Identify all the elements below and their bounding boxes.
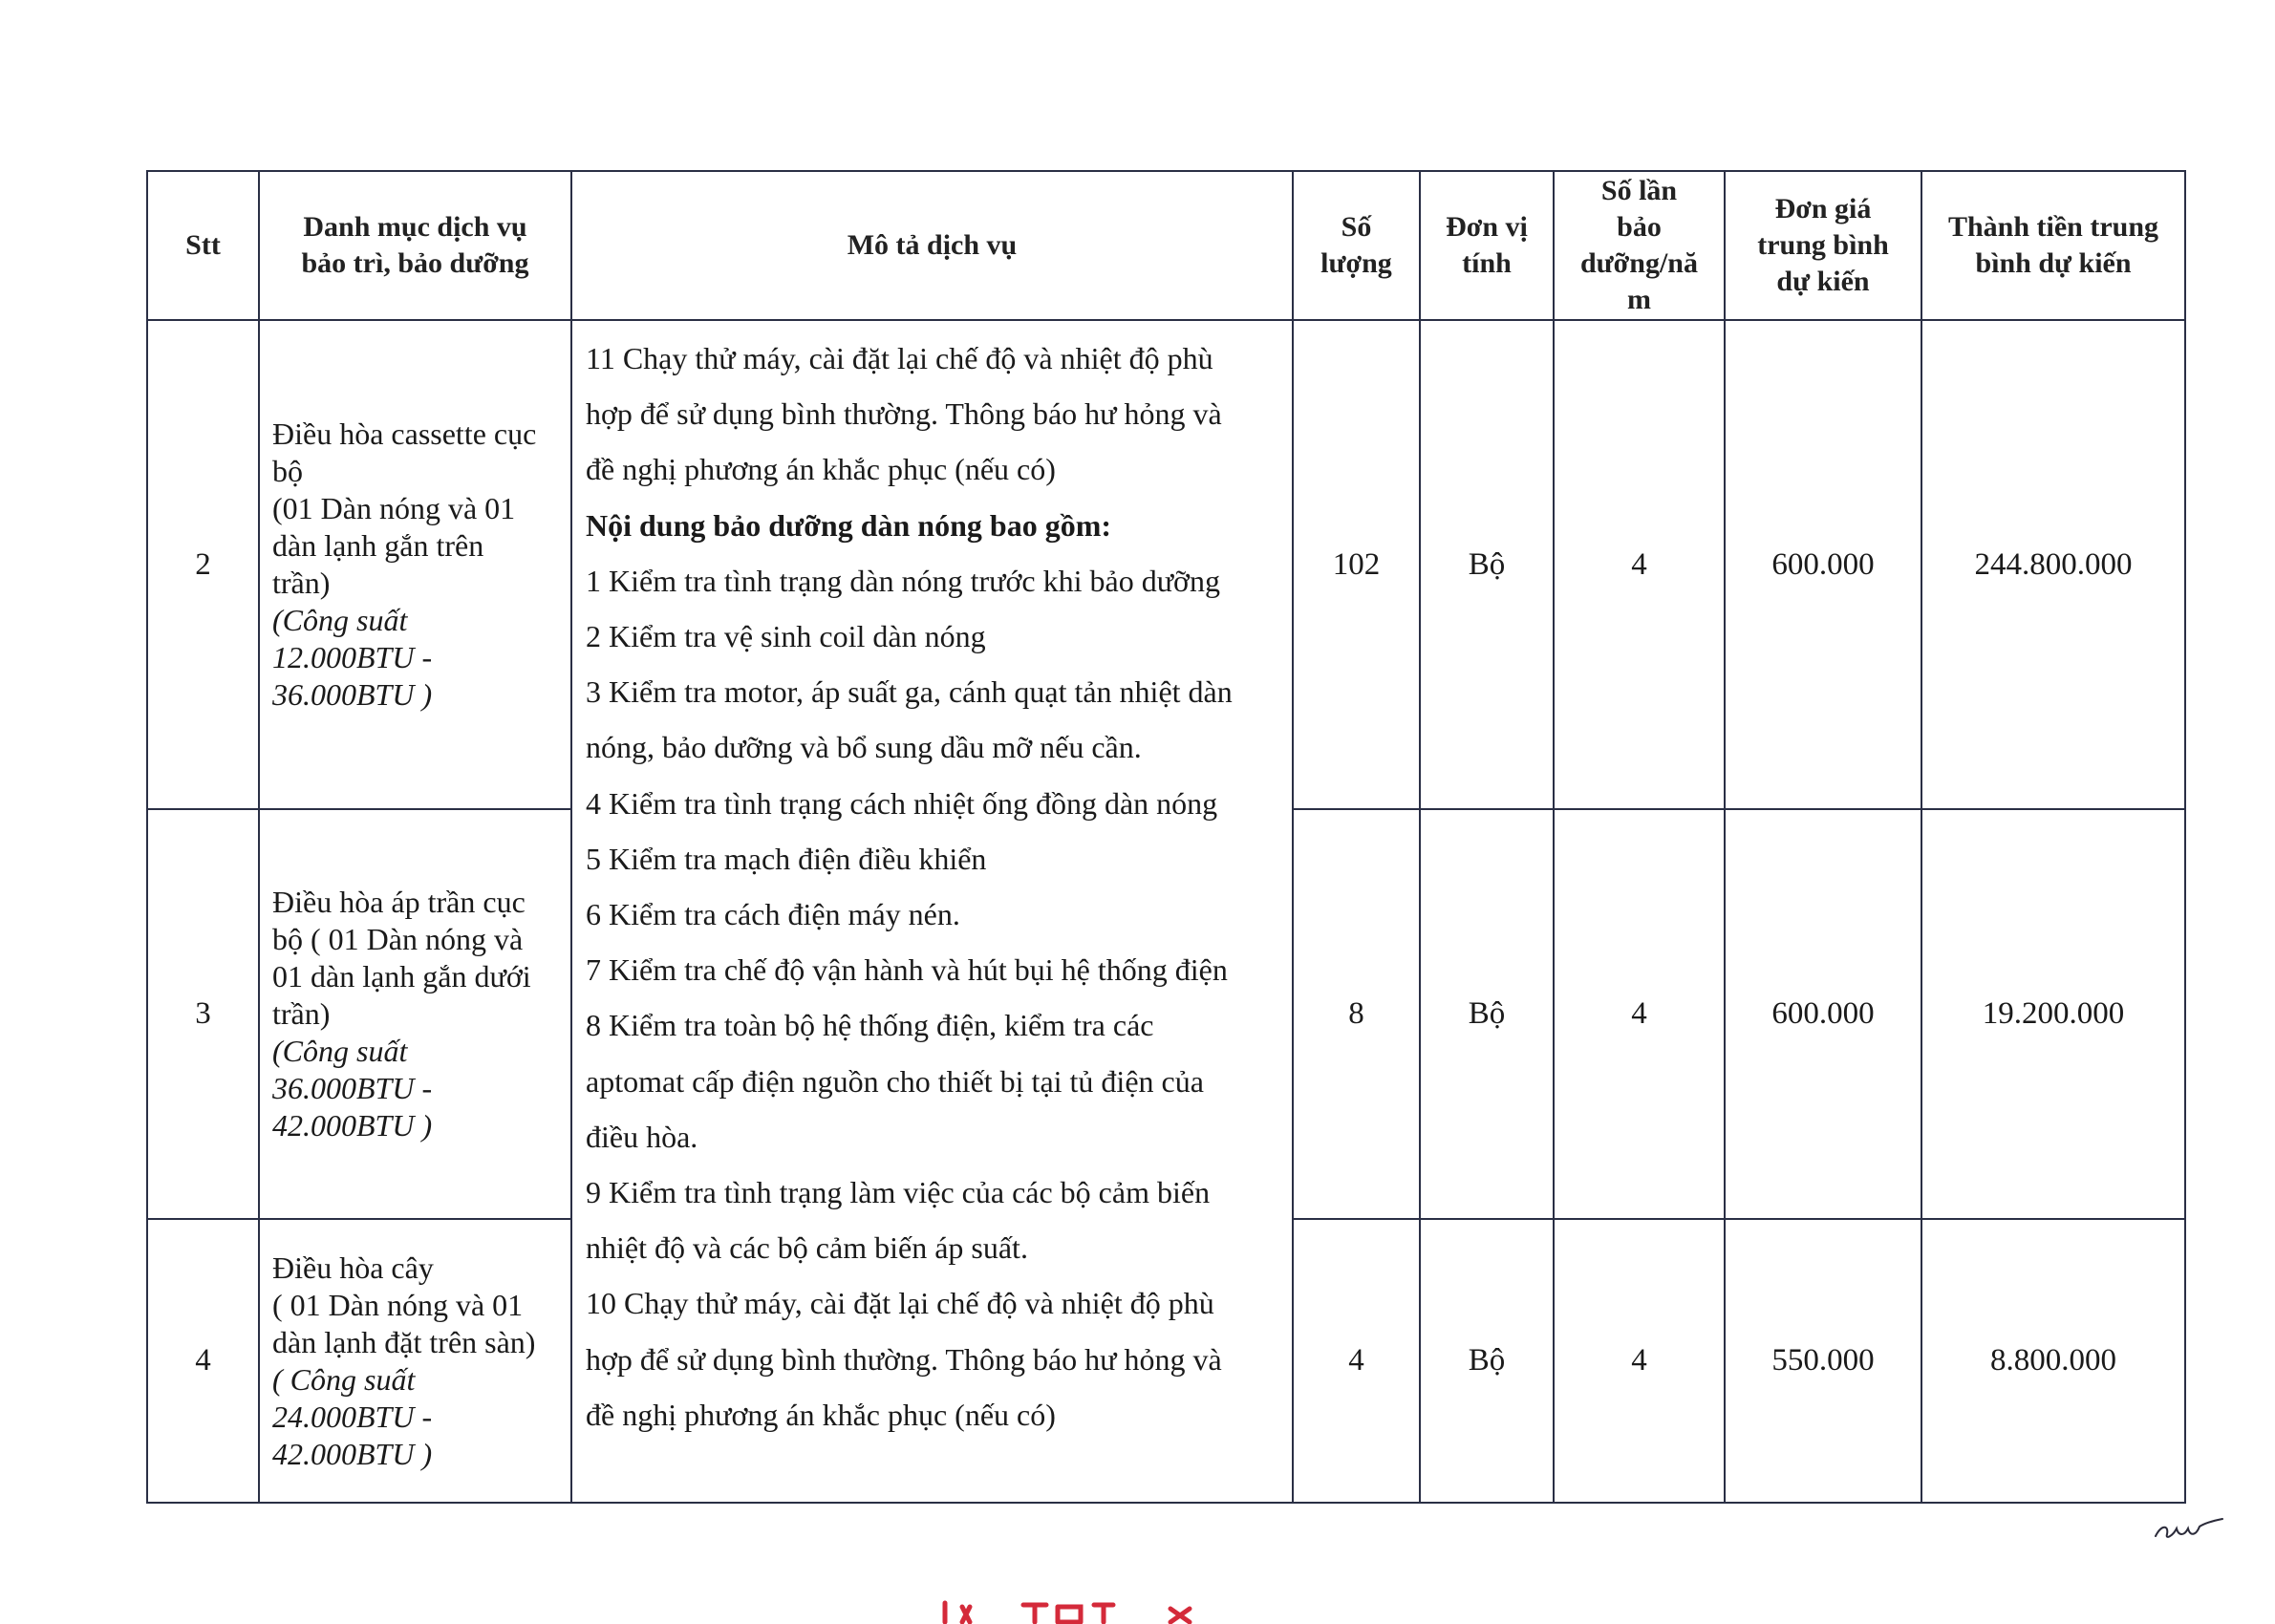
row-stt: 2	[147, 320, 259, 809]
description-line: aptomat cấp điện nguồn cho thiết bị tại tủ điện của	[586, 1063, 1204, 1099]
header-times	[1554, 171, 1725, 320]
row-times: 4	[1554, 809, 1725, 1219]
header-total-line: bình dự kiến	[1975, 247, 2132, 279]
category-line: dàn lạnh gắn trên	[272, 528, 484, 563]
row-total: 244.800.000	[1921, 320, 2185, 809]
header-description: Mô tả dịch vụ	[571, 171, 1293, 320]
category-line: bộ ( 01 Dàn nóng và	[272, 922, 524, 956]
table-row	[147, 320, 2185, 809]
header-unit-price-line: Đơn giá	[1774, 193, 1872, 224]
capacity-line: 24.000BTU -	[272, 1399, 433, 1434]
capacity-line: 42.000BTU )	[272, 1108, 433, 1143]
category-line: bộ	[272, 454, 303, 488]
row-category	[259, 320, 571, 809]
header-quantity-line: Số	[1341, 211, 1372, 243]
capacity-line: 36.000BTU -	[272, 1071, 433, 1105]
header-unit-line: tính	[1462, 247, 1512, 279]
row-unit-price: 600.000	[1725, 809, 1921, 1219]
description-line: nhiệt độ và các bộ cảm biến áp suất.	[586, 1230, 1028, 1266]
capacity-line: ( Công suất	[272, 1361, 416, 1397]
description-line: hợp để sử dụng bình thường. Thông báo hư hỏng và	[586, 1341, 1222, 1377]
header-category	[259, 171, 571, 320]
row-times: 4	[1554, 1219, 1725, 1503]
header-times-line: m	[1627, 284, 1651, 315]
category-line: Điều hòa cassette cục	[272, 417, 537, 451]
row-quantity: 4	[1293, 1219, 1420, 1503]
capacity-line: 12.000BTU -	[272, 640, 433, 674]
row-unit-price: 600.000	[1725, 320, 1921, 809]
description-line: 6 Kiểm tra cách điện máy nén.	[586, 897, 960, 932]
header-row	[147, 171, 2185, 320]
row-unit-price: 550.000	[1725, 1219, 1921, 1503]
row-stt: 3	[147, 809, 259, 1219]
header-times-line: dưỡng/nă	[1579, 247, 1698, 279]
row-category	[259, 809, 571, 1219]
row-category	[259, 1219, 571, 1503]
description-line: nóng, bảo dưỡng và bổ sung dầu mỡ nếu cần.	[586, 730, 1142, 765]
row-quantity: 8	[1293, 809, 1420, 1219]
category-line: Điều hòa áp trần cục	[272, 885, 526, 919]
description-line: 10 Chạy thử máy, cài đặt lại chế độ và nhiệt độ phù	[586, 1286, 1214, 1321]
description-line: đề nghị phương án khắc phục (nếu có)	[586, 1397, 1056, 1432]
category-line: 01 dàn lạnh gắn dưới	[272, 959, 531, 994]
header-unit-price-line: trung bình	[1757, 229, 1889, 261]
row-times: 4	[1554, 320, 1725, 809]
row-unit: Bộ	[1420, 320, 1554, 809]
header-unit-line: Đơn vị	[1446, 211, 1528, 243]
header-category-line: Danh mục dịch vụ	[303, 211, 527, 243]
initials-signature	[2150, 1507, 2226, 1546]
description-line: đề nghị phương án khắc phục (nếu có)	[586, 452, 1056, 487]
row-stt: 4	[147, 1219, 259, 1503]
description-line: 4 Kiểm tra tình trạng cách nhiệt ống đồng dàn nóng	[586, 785, 1218, 821]
header-total	[1921, 171, 2185, 320]
capacity-line: (Công suất	[272, 603, 408, 637]
row-unit: Bộ	[1420, 809, 1554, 1219]
description-heading: Nội dung bảo dưỡng dàn nóng bao gồm:	[586, 507, 1111, 543]
category-line: Điều hòa cây	[272, 1250, 434, 1285]
header-times-line: Số lần	[1600, 175, 1678, 206]
row-total: 19.200.000	[1921, 809, 2185, 1219]
row-quantity: 102	[1293, 320, 1420, 809]
header-quantity-line: lượng	[1320, 247, 1392, 279]
description-line: 5 Kiểm tra mạch điện điều khiển	[586, 841, 987, 876]
category-line: trần)	[272, 996, 331, 1031]
description-line: 9 Kiểm tra tình trạng làm việc của các bộ cảm biến	[586, 1175, 1211, 1210]
service-table	[146, 170, 2186, 1504]
capacity-line: 42.000BTU )	[272, 1436, 433, 1471]
row-unit: Bộ	[1420, 1219, 1554, 1503]
description-line: 11 Chạy thử máy, cài đặt lại chế độ và nhiệt độ phù	[586, 341, 1213, 375]
category-line: ( 01 Dàn nóng và 01	[272, 1287, 524, 1322]
capacity-line: 36.000BTU )	[272, 677, 433, 712]
description-line: điều hòa.	[586, 1119, 698, 1154]
description-line: 1 Kiểm tra tình trạng dàn nóng trước khi bảo dưỡng	[586, 563, 1220, 598]
header-unit-price	[1725, 171, 1921, 320]
description-line: 3 Kiểm tra motor, áp suất ga, cánh quạt tản nhiệt dàn	[586, 674, 1233, 710]
header-category-line: bảo trì, bảo dưỡng	[301, 247, 529, 279]
header-total-line: Thành tiền trung	[1947, 211, 2159, 243]
description-line: 2 Kiểm tra vệ sinh coil dàn nóng	[586, 619, 986, 654]
category-line: trần)	[272, 566, 331, 600]
red-stamp-fragment	[941, 1597, 1237, 1624]
description-line: 8 Kiểm tra toàn bộ hệ thống điện, kiểm tra các	[586, 1008, 1154, 1043]
category-line: dàn lạnh đặt trên sàn)	[272, 1324, 536, 1359]
description-line: 7 Kiểm tra chế độ vận hành và hút bụi hệ thống điện	[586, 952, 1228, 988]
header-stt: Stt	[147, 171, 259, 320]
row-total: 8.800.000	[1921, 1219, 2185, 1503]
description-line: hợp để sử dụng bình thường. Thông báo hư hỏng và	[586, 396, 1222, 432]
header-unit-price-line: dự kiến	[1776, 266, 1870, 297]
header-unit	[1420, 171, 1554, 320]
category-line: (01 Dàn nóng và 01	[272, 491, 516, 525]
header-quantity	[1293, 171, 1420, 320]
header-times-line: bảo	[1617, 211, 1662, 243]
service-description	[571, 320, 1293, 1503]
capacity-line: (Công suất	[272, 1034, 408, 1068]
